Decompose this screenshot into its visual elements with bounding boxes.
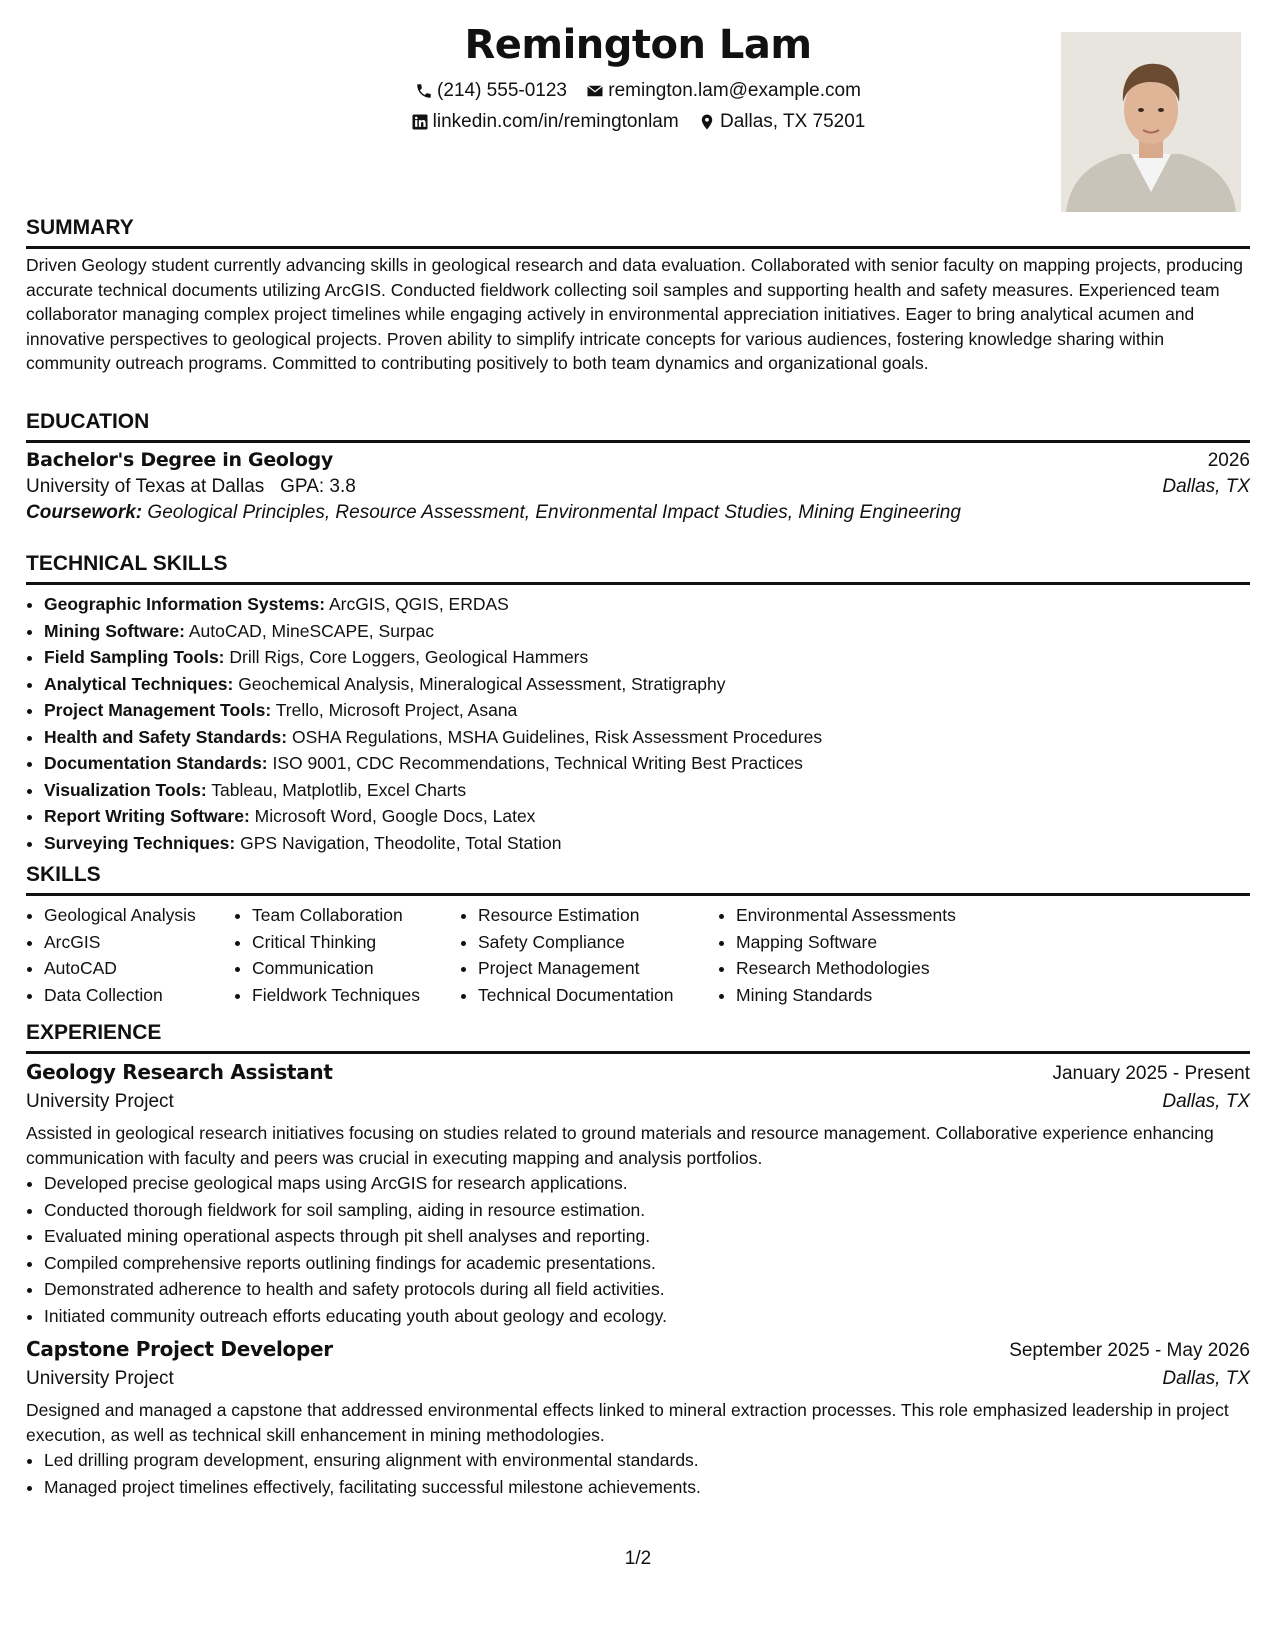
skill-values: ISO 9001, CDC Recommendations, Technical Writing Best Practices [272, 753, 803, 773]
location-text: Dallas, TX 75201 [719, 111, 866, 132]
skill-category: Field Sampling Tools: [44, 647, 225, 667]
list-item: • Critical Thinking [252, 929, 460, 956]
summary-heading: SUMMARY [26, 216, 1250, 249]
list-item: • Developed precise geological maps using ArcGIS for research applications. [44, 1170, 1250, 1197]
job-organization: University Project [26, 1091, 174, 1112]
list-item [44, 750, 1250, 777]
job-dates: September 2025 - May 2026 [1009, 1340, 1250, 1361]
job-location: Dallas, TX [1162, 1368, 1250, 1389]
list-item [44, 830, 1250, 857]
list-item: • Project Management [478, 955, 718, 982]
coursework-list: Geological Principles, Resource Assessment, Environmental Impact Studies, Mining Engineering [147, 502, 961, 523]
education-section [26, 410, 1250, 524]
list-item: • Managed project timelines effectively, facilitating successful milestone achievements. [44, 1474, 1250, 1501]
job-org-row [26, 1091, 1250, 1113]
list-item: • Mapping Software [736, 929, 1036, 956]
list-item: • Initiated community outreach efforts educating youth about geology and ecology. [44, 1303, 1250, 1330]
list-item: • Evaluated mining operational aspects through pit shell analyses and reporting. [44, 1223, 1250, 1250]
coursework-label: Coursework: [26, 502, 143, 523]
skill-category: Report Writing Software: [44, 806, 250, 826]
list-item: • Geological Analysis [44, 902, 234, 929]
skill-values: Geochemical Analysis, Mineralogical Assessment, Stratigraphy [238, 673, 726, 694]
skill-category: Health and Safety Standards: [44, 726, 288, 747]
job-org-row [26, 1368, 1250, 1390]
job-title-row [26, 1337, 1250, 1362]
job-bullets [26, 1447, 1250, 1500]
technical-skills-heading: TECHNICAL SKILLS [26, 552, 1250, 585]
skill-category: Analytical Techniques: [44, 673, 234, 694]
list-item: • Research Methodologies [736, 955, 1036, 982]
linkedin-url: linkedin.com/in/remingtonlam [432, 111, 679, 132]
phone-contact[interactable] [415, 80, 567, 102]
skills-column-2 [234, 902, 460, 1008]
job-location: Dallas, TX [1162, 1091, 1250, 1112]
skill-values: AutoCAD, MineSCAPE, Surpac [188, 620, 434, 641]
list-item [44, 724, 1250, 751]
school-row [26, 476, 1250, 498]
skill-category: Surveying Techniques: [44, 832, 236, 853]
school-name: University of Texas at Dallas [26, 476, 265, 497]
list-item: • Technical Documentation [478, 982, 718, 1009]
list-item: • ArcGIS [44, 929, 234, 956]
page-number: 1/2 [624, 1548, 652, 1569]
technical-skills-list [26, 591, 1250, 856]
skill-values: Microsoft Word, Google Docs, Latex [254, 806, 536, 826]
list-item: • Demonstrated adherence to health and safety protocols during all field activities. [44, 1276, 1250, 1303]
list-item: • AutoCAD [44, 955, 234, 982]
phone-icon [415, 82, 433, 100]
list-item [44, 697, 1250, 724]
school-info [26, 476, 356, 498]
job-dates: January 2025 - Present [1052, 1063, 1250, 1084]
skill-values: Drill Rigs, Core Loggers, Geological Hammers [229, 647, 589, 667]
skill-category: Visualization Tools: [44, 779, 207, 800]
summary-section [26, 216, 1250, 376]
experience-heading: EXPERIENCE [26, 1021, 1250, 1054]
skills-grid [26, 902, 1250, 1008]
phone-number: (214) 555-0123 [437, 80, 567, 101]
skills-column-4 [718, 902, 1036, 1008]
list-item [44, 591, 1250, 618]
list-item: • Team Collaboration [252, 902, 460, 929]
education-heading: EDUCATION [26, 410, 1250, 443]
list-item [44, 777, 1250, 804]
job-entry [26, 1060, 1250, 1329]
summary-text: Driven Geology student currently advancing skills in geological research and data evaluation. Collaborated with senior faculty on mapping projects, producing accurate technical documents utilizing ArcGIS. Conducted fieldwork collecting soil samples and supporting health and safety measures. Experienced team collaborator managing complex project timelines while engaging actively in environmental appreciation initiatives. Eager to bring analytical acumen and innovative perspectives to geological projects. Proven ability to simplify intricate concepts for various audiences, fostering knowledge sharing within community outreach programs. Committed to contributing positively to both team dynamics and organizational goals. [26, 255, 1243, 373]
job-title: Capstone Project Developer [26, 1337, 333, 1361]
list-item: • Led drilling program development, ensuring alignment with environmental standards. [44, 1447, 1250, 1474]
list-item: • Environmental Assessments [736, 902, 1036, 929]
job-description: Designed and managed a capstone that addressed environmental effects linked to mineral extraction processes. This role emphasized leadership in project execution, as well as technical skill enhancement in mining methodologies. [26, 1400, 1229, 1445]
list-item [44, 644, 1250, 671]
skill-category: Project Management Tools: [44, 700, 272, 720]
skill-category: Mining Software: [44, 620, 185, 641]
skill-values: Trello, Microsoft Project, Asana [275, 700, 518, 720]
job-organization: University Project [26, 1368, 174, 1389]
job-title-row [26, 1060, 1250, 1085]
map-pin-icon [698, 113, 716, 131]
skill-values: ArcGIS, QGIS, ERDAS [328, 594, 509, 614]
list-item [44, 671, 1250, 698]
email-address: remington.lam@example.com [608, 80, 861, 101]
skill-category: Geographic Information Systems: [44, 594, 326, 614]
list-item [44, 618, 1250, 645]
list-item: • Mining Standards [736, 982, 1036, 1009]
skills-column-1 [26, 902, 234, 1008]
coursework [26, 502, 1250, 524]
list-item: • Compiled comprehensive reports outlining findings for academic presentations. [44, 1250, 1250, 1277]
technical-skills-section [26, 552, 1250, 856]
degree-row [26, 449, 1250, 472]
list-item: • Resource Estimation [478, 902, 718, 929]
skills-section [26, 863, 1250, 1008]
job-bullets [26, 1170, 1250, 1329]
school-location: Dallas, TX [1162, 476, 1250, 497]
resume-header [26, 0, 1250, 210]
skill-values: GPS Navigation, Theodolite, Total Station [240, 832, 562, 853]
job-description: Assisted in geological research initiatives focusing on studies related to ground materials and resource management. Collaborative experience enhancing communication with faculty and peers was crucial in executing mapping and analysis portfolios. [26, 1123, 1214, 1168]
list-item: • Communication [252, 955, 460, 982]
resume-page [26, 0, 1250, 1569]
skill-values: Tableau, Matplotlib, Excel Charts [211, 779, 467, 800]
profile-photo [1061, 32, 1241, 212]
job-entry [26, 1337, 1250, 1500]
list-item: • Fieldwork Techniques [252, 982, 460, 1009]
job-title: Geology Research Assistant [26, 1060, 333, 1084]
list-item: • Data Collection [44, 982, 234, 1009]
degree-name: Bachelor's Degree in Geology [26, 449, 334, 471]
graduation-year: 2026 [1207, 450, 1250, 471]
linkedin-contact[interactable] [411, 111, 679, 133]
envelope-icon [586, 82, 604, 100]
list-item: • Conducted thorough fieldwork for soil sampling, aiding in resource estimation. [44, 1197, 1250, 1224]
gpa: GPA: 3.8 [280, 476, 356, 497]
email-contact[interactable] [586, 80, 861, 102]
skill-category: Documentation Standards: [44, 753, 268, 773]
list-item [44, 803, 1250, 830]
linkedin-icon [411, 113, 429, 131]
skills-heading: SKILLS [26, 863, 1250, 896]
skills-column-3 [460, 902, 718, 1008]
location-contact [698, 111, 865, 133]
skill-values: OSHA Regulations, MSHA Guidelines, Risk Assessment Procedures [292, 726, 823, 747]
candidate-name: Remington Lam [464, 22, 812, 68]
experience-section [26, 1021, 1250, 1500]
list-item: • Safety Compliance [478, 929, 718, 956]
